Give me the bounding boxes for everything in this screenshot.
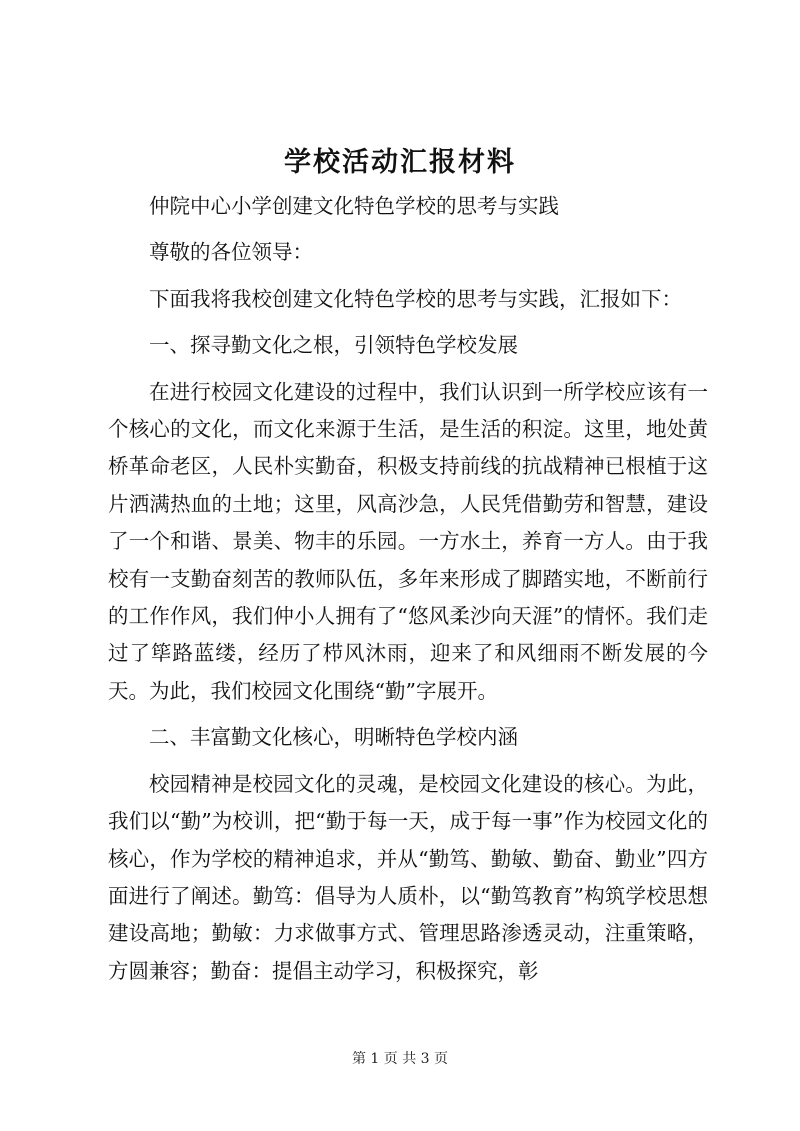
section-heading-1: 一、探寻勤文化之根，引领特色学校发展 bbox=[149, 333, 518, 358]
section-2-paragraph: 校园精神是校园文化的灵魂，是校园文化建设的核心。为此，我们以“勤”为校训，把“勤于每一天，成于每一事”作为校园文化的核心，作为学校的精神追求，并从“勤笃、勤敏、勤奋、勤业”四方面进行了阐述。勤笃：倡导为人质朴，以“勤笃教育”构筑学校思想建设高地；勤敏：力求做事方式、管理思路渗透灵动，注重策略，方圆兼容；勤奋：提倡主动学习，积极探究，彰 bbox=[108, 771, 708, 983]
salutation: 尊敬的各位领导： bbox=[149, 240, 313, 265]
intro-paragraph: 下面我将我校创建文化特色学校的思考与实践，汇报如下： bbox=[149, 286, 682, 311]
section-1-paragraph: 在进行校园文化建设的过程中，我们认识到一所学校应该有一个核心的文化，而文化来源于生活，是生活的积淀。这里，地处黄桥革命老区，人民朴实勤奋，积极支持前线的抗战精神已根植于这片洒满热血的土地；这里，风高沙急，人民凭借勤劳和智慧，建设了一个和谐、景美、物丰的乐园。一方水土，养育一方人。由于我校有一支勤奋刻苦的教师队伍，多年来形成了脚踏实地，不断前行的工作作风，我们仲小人拥有了“悠风柔沙向天涯”的情怀。我们走过了筚路蓝缕，经历了栉风沐雨，迎来了和风细雨不断发展的今天。为此，我们校园文化围绕“勤”字展开。 bbox=[108, 379, 708, 703]
document-title: 学校活动汇报材料 bbox=[284, 147, 516, 178]
section-heading-2: 二、丰富勤文化核心，明晰特色学校内涵 bbox=[149, 725, 518, 750]
page-number-footer: 第 1 页 共 3 页 bbox=[351, 1051, 449, 1067]
document-subtitle: 仲院中心小学创建文化特色学校的思考与实践 bbox=[149, 194, 559, 218]
document-body bbox=[108, 188, 708, 990]
